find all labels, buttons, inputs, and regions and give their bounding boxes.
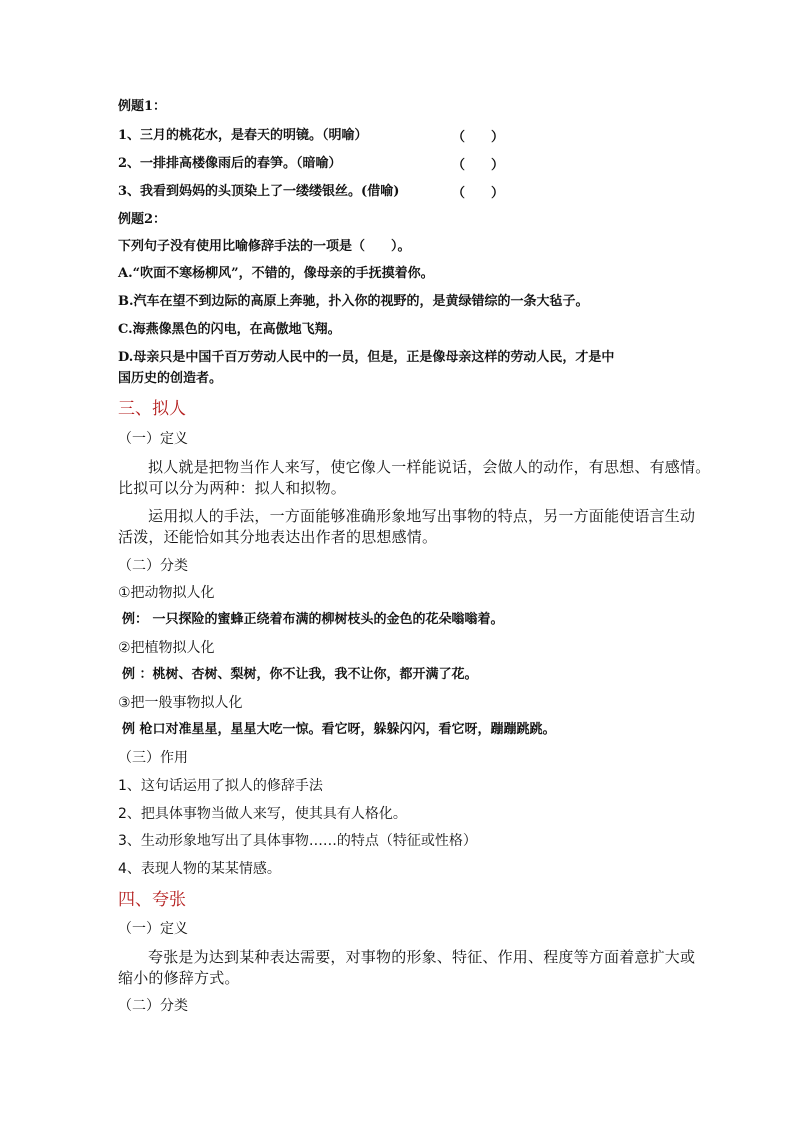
section3-category1-example: 例： 一只探险的蜜蜂正绕着布满的柳树枝头的金色的花朵嗡嗡着。: [122, 612, 504, 627]
section4-title: 四、夸张: [118, 890, 186, 910]
section3-category3-title: ③把一般事物拟人化: [118, 695, 243, 711]
example2-option-c: C.海燕像黑色的闪电，在高傲地飞翔。: [118, 322, 341, 337]
example2-option-d: D.母亲只是中国千百万劳动人民中的一员，但是，正是像母亲这样的劳动人民，才是中: [118, 350, 615, 365]
answer-blank-3: （ ）: [452, 186, 505, 201]
example2-option-a: A.“吹面不寒杨柳风”，不错的，像母亲的手抚摸着你。: [118, 266, 434, 281]
answer-blank-2: （ ）: [452, 158, 505, 173]
section3-use-item-2: 2、把具体事物当做人来写，使其具有人格化。: [118, 806, 407, 822]
example2-title: 例题2：: [118, 212, 167, 227]
section3-use-heading: （三）作用: [118, 750, 188, 766]
section4-definition-line1: 夸张是为达到某种表达需要，对事物的形象、特征、作用、程度等方面着意扩大或: [148, 948, 696, 966]
section3-use-item-3: 3、生动形象地写出了具体事物……的特点（特征或性格）: [118, 833, 477, 849]
answer-blank-1: （ ）: [452, 130, 505, 145]
section3-category1-title: ①把动物拟人化: [118, 585, 215, 601]
section3-definition-p2-line1: 运用拟人的手法，一方面能够准确形象地写出事物的特点，另一方面能使语言生动: [148, 507, 696, 525]
section3-title: 三、拟人: [118, 399, 186, 419]
section3-definition-heading: （一）定义: [118, 431, 188, 447]
section3-category2-title: ②把植物拟人化: [118, 640, 215, 656]
example1-item-1: 1、三月的桃花水，是春天的明镜。（明喻）: [118, 128, 368, 143]
section3-category3-example: 例 枪口对准星星，星星大吃一惊。看它呀，躲躲闪闪，看它呀，蹦蹦跳跳。: [122, 722, 556, 737]
section4-category-heading: （二）分类: [118, 998, 188, 1014]
section3-definition-p1-line2: 比拟可以分为两种：拟人和拟物。: [118, 479, 347, 497]
section4-definition-line2: 缩小的修辞方式。: [118, 969, 240, 987]
example2-question: 下列句子没有使用比喻修辞手法的一项是（ ）。: [118, 239, 411, 254]
section3-definition-p2-line2: 活泼，还能恰如其分地表达出作者的思想感情。: [118, 528, 438, 546]
example2-option-d-cont: 国历史的创造者。: [118, 371, 223, 386]
section3-use-item-4: 4、表现人物的某某情感。: [118, 861, 281, 877]
section3-category-heading: （二）分类: [118, 558, 188, 574]
example1-item-2: 2、一排排高楼像雨后的春笋。（暗喻）: [118, 156, 342, 171]
section3-use-item-1: 1、这句话运用了拟人的修辞手法: [118, 778, 323, 794]
section3-category2-example: 例 ：桃树、杏树、梨树，你不让我，我不让你，都开满了花。: [122, 667, 478, 682]
example1-title: 例题1：: [118, 99, 167, 114]
example2-option-b: B.汽车在望不到边际的高原上奔驰，扑入你的视野的，是黄绿错综的一条大毡子。: [118, 294, 589, 309]
example1-item-3: 3、我看到妈妈的头顶染上了一缕缕银丝。(借喻): [118, 184, 400, 199]
section4-definition-heading: （一）定义: [118, 921, 188, 937]
section3-definition-p1-line1: 拟人就是把物当作人来写，使它像人一样能说话，会做人的动作，有思想、有感情。: [148, 458, 711, 476]
